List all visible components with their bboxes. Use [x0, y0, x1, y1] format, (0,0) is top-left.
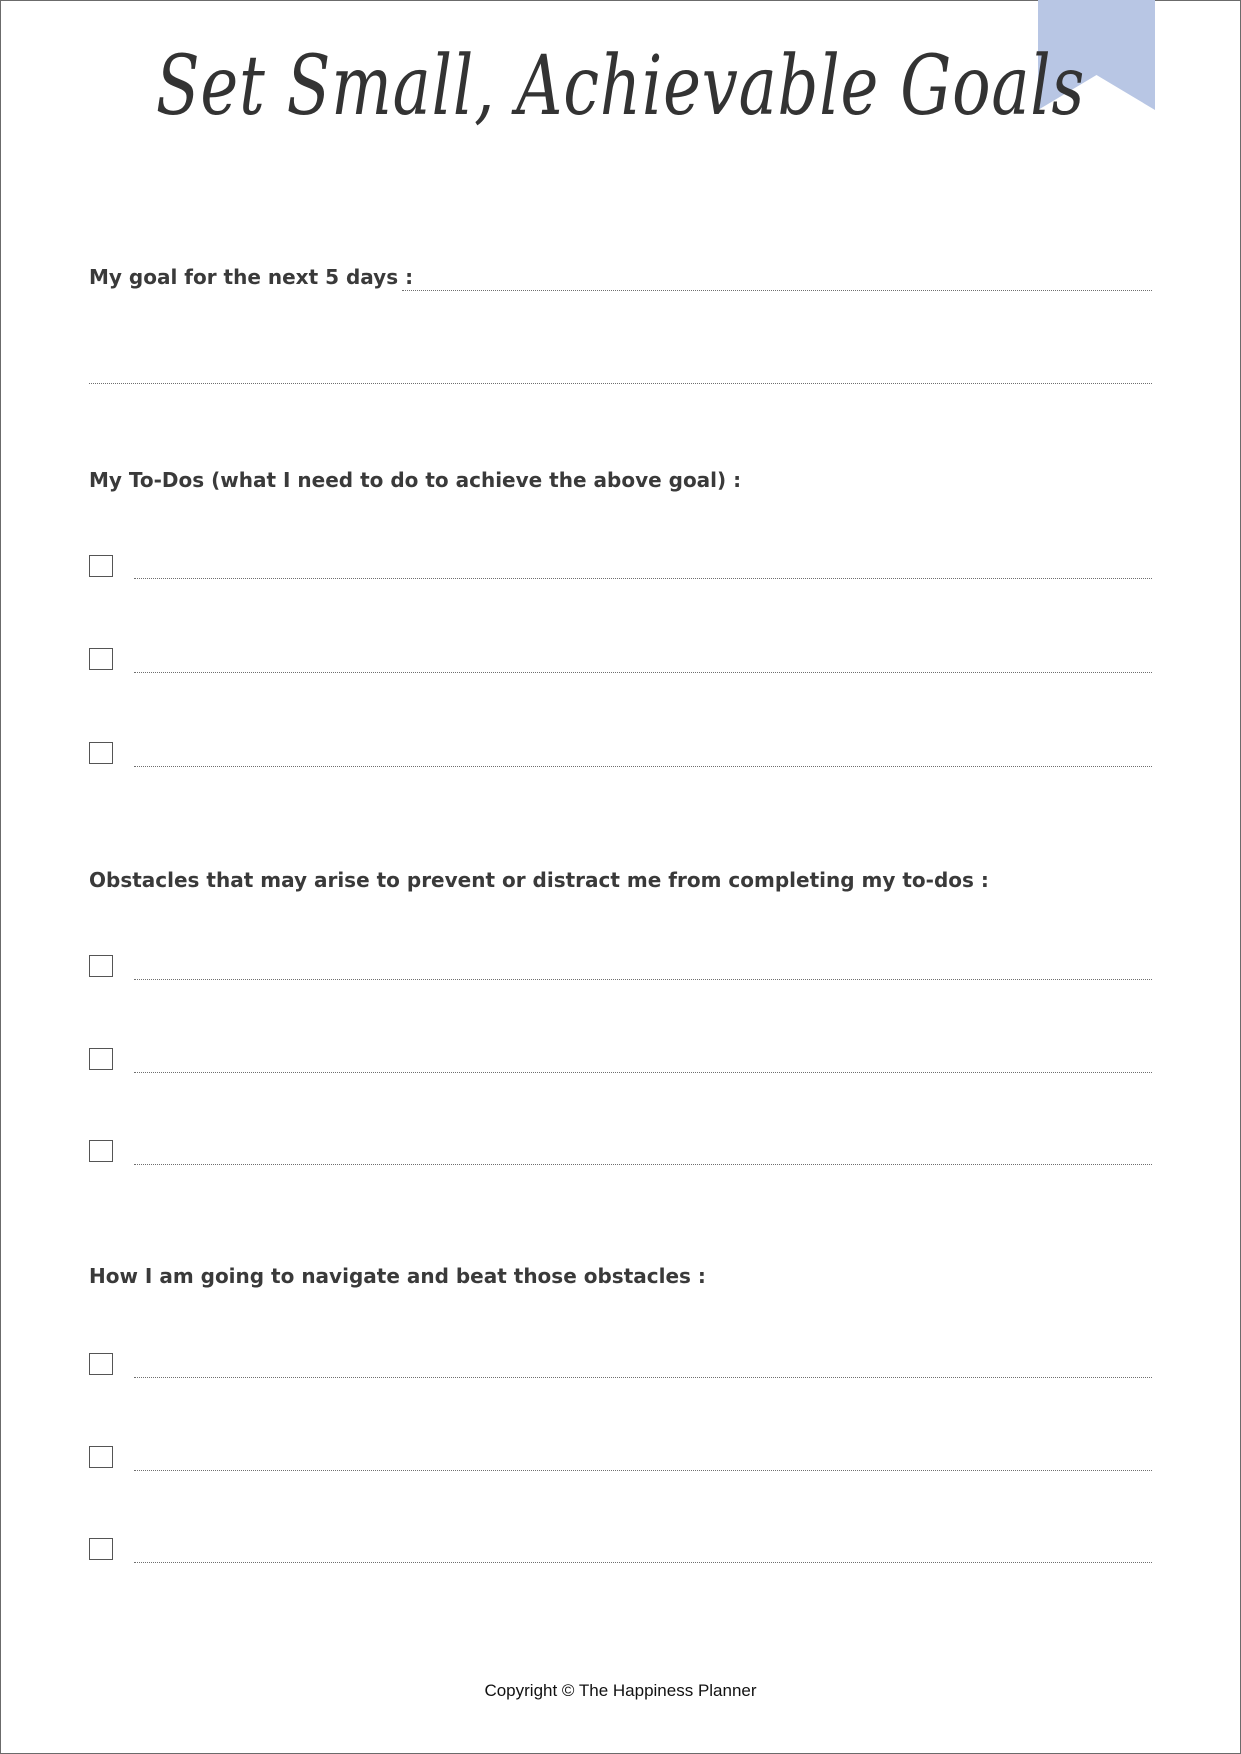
- obstacles-label: Obstacles that may arise to prevent or distract me from completing my to-dos :: [89, 868, 989, 892]
- page-title: Set Small, Achievable Goals: [155, 39, 1086, 134]
- copyright-footer: Copyright © The Happiness Planner: [484, 1681, 757, 1700]
- obstacle-line-3[interactable]: [134, 1164, 1152, 1165]
- todo-line-3[interactable]: [134, 766, 1152, 767]
- todo-line-1[interactable]: [134, 578, 1152, 579]
- navigate-checkbox-1[interactable]: [89, 1353, 113, 1375]
- navigate-line-1[interactable]: [134, 1377, 1152, 1378]
- obstacle-line-1[interactable]: [134, 979, 1152, 980]
- goal-line-1[interactable]: [402, 290, 1152, 291]
- goal-line-2[interactable]: [89, 383, 1152, 384]
- todo-checkbox-3[interactable]: [89, 742, 113, 764]
- navigate-checkbox-3[interactable]: [89, 1538, 113, 1560]
- todo-checkbox-1[interactable]: [89, 555, 113, 577]
- todo-line-2[interactable]: [134, 672, 1152, 673]
- navigate-line-3[interactable]: [134, 1562, 1152, 1563]
- goal-label: My goal for the next 5 days :: [89, 265, 414, 289]
- navigate-label: How I am going to navigate and beat those obstacles :: [89, 1264, 706, 1288]
- todos-label: My To-Dos (what I need to do to achieve the above goal) :: [89, 468, 742, 492]
- obstacle-line-2[interactable]: [134, 1072, 1152, 1073]
- todo-checkbox-2[interactable]: [89, 648, 113, 670]
- obstacle-checkbox-1[interactable]: [89, 955, 113, 977]
- obstacle-checkbox-2[interactable]: [89, 1048, 113, 1070]
- obstacle-checkbox-3[interactable]: [89, 1140, 113, 1162]
- navigate-checkbox-2[interactable]: [89, 1446, 113, 1468]
- navigate-line-2[interactable]: [134, 1470, 1152, 1471]
